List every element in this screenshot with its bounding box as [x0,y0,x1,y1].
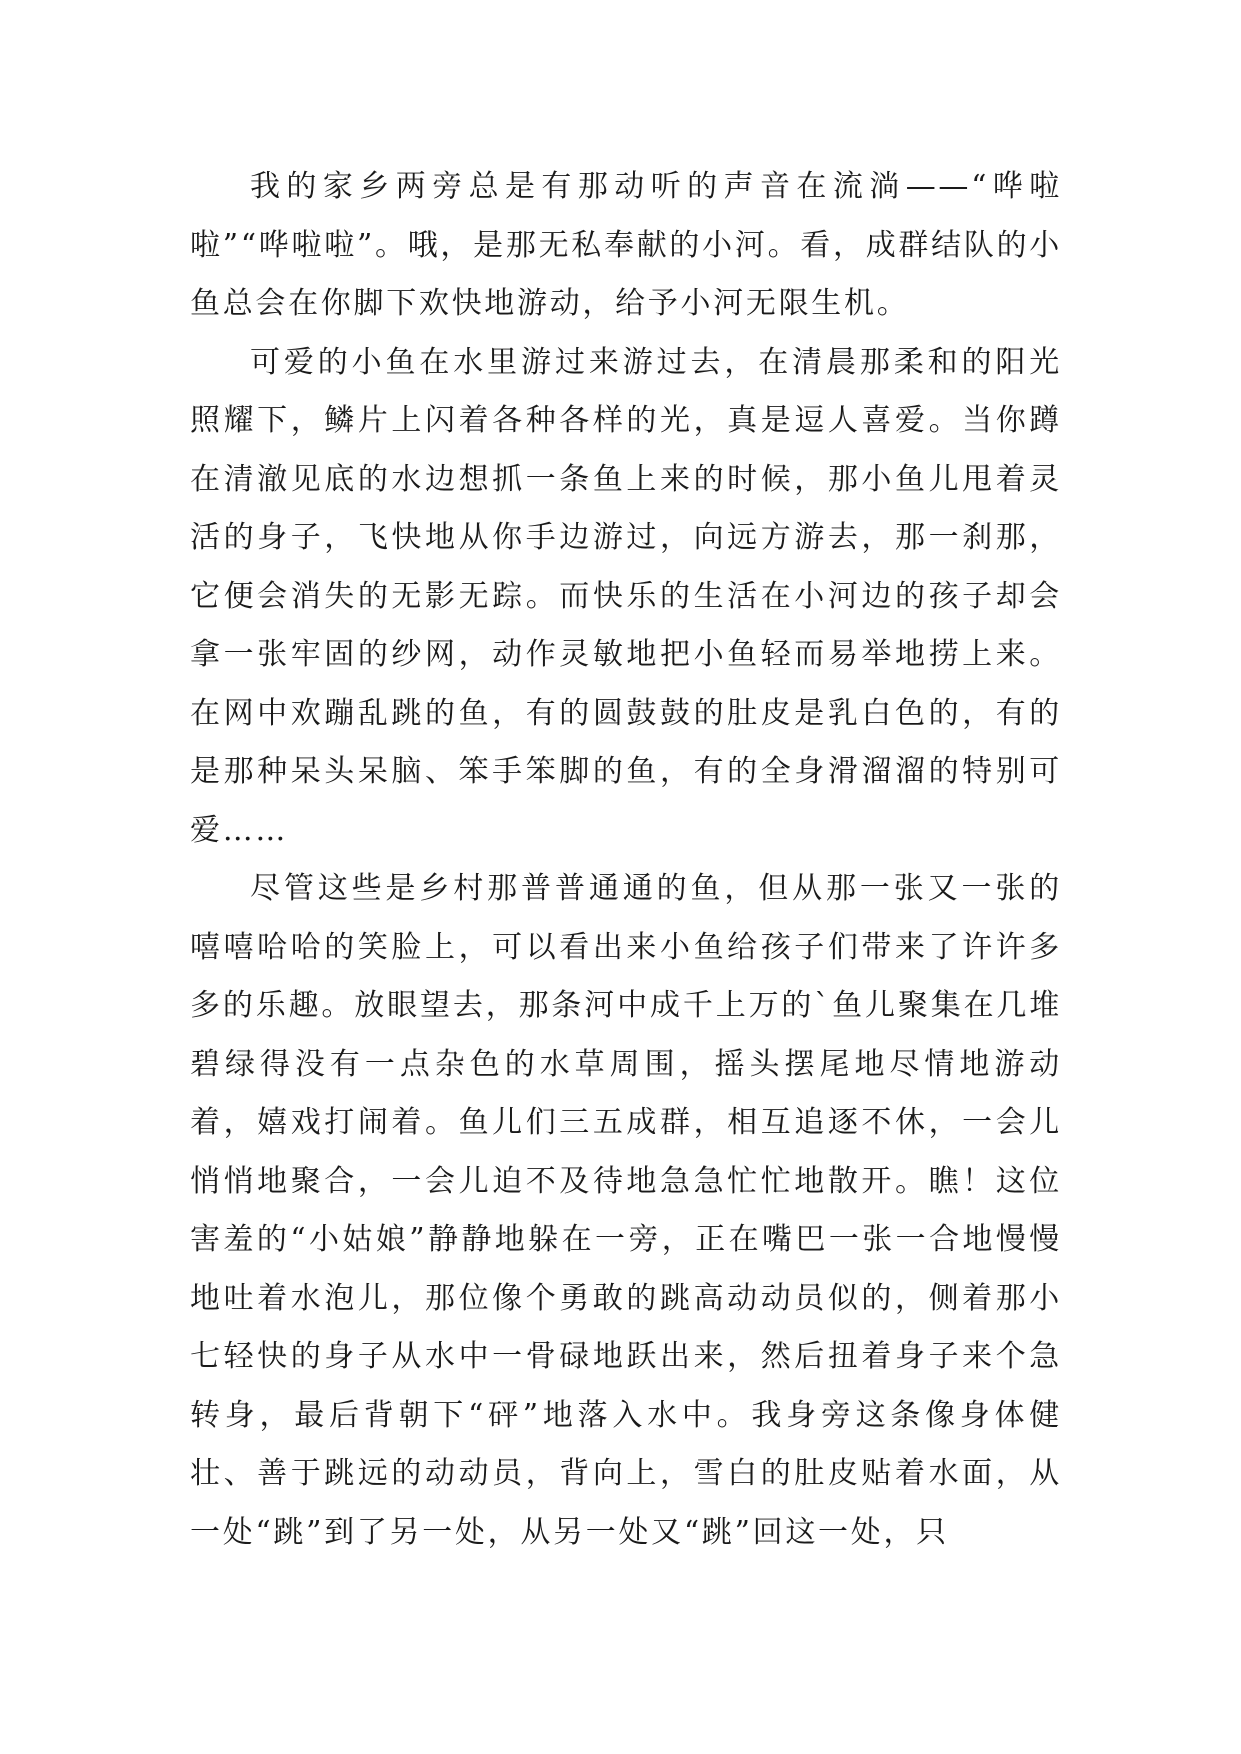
document-body [190,158,1062,1562]
paragraph: 我的家乡两旁总是有那动听的声音在流淌——“哗啦啦”“哗啦啦”。哦，是那无私奉献的小河。看，成群结队的小鱼总会在你脚下欢快地游动，给予小河无限生机。 [190,169,1062,321]
paragraph: 尽管这些是乡村那普普通通的鱼，但从那一张又一张的嘻嘻哈哈的笑脸上，可以看出来小鱼给孩子们带来了许许多多的乐趣。放眼望去，那条河中成千上万的`鱼儿聚集在几堆碧绿得没有一点杂色的水草周围，摇头摆尾地尽情地游动着，嬉戏打闹着。鱼儿们三五成群，相互追逐不休，一会儿悄悄地聚合，一会儿迫不及待地急急忙忙地散开。瞧！这位害羞的“小姑娘”静静地躲在一旁，正在嘴巴一张一合地慢慢地吐着水泡儿，那位像个勇敢的跳高动动员似的，侧着那小七轻快的身子从水中一骨碌地跃出来，然后扭着身子来个急转身，最后背朝下“砰”地落入水中。我身旁这条像身体健壮、善于跳远的动动员，背向上，雪白的肚皮贴着水面，从一处“跳”到了另一处，从另一处又“跳”回这一处，只 [190,871,1062,1550]
paragraph: 可爱的小鱼在水里游过来游过去，在清晨那柔和的阳光照耀下，鳞片上闪着各种各样的光，真是逗人喜爱。当你蹲在清澈见底的水边想抓一条鱼上来的时候，那小鱼儿甩着灵活的身子，飞快地从你手边游过，向远方游去，那一刹那，它便会消失的无影无踪。而快乐的生活在小河边的孩子却会拿一张牢固的纱网，动作灵敏地把小鱼轻而易举地捞上来。在网中欢蹦乱跳的鱼，有的圆鼓鼓的肚皮是乳白色的，有的是那种呆头呆脑、笨手笨脚的鱼，有的全身滑溜溜的特别可爱…… [190,344,1062,848]
